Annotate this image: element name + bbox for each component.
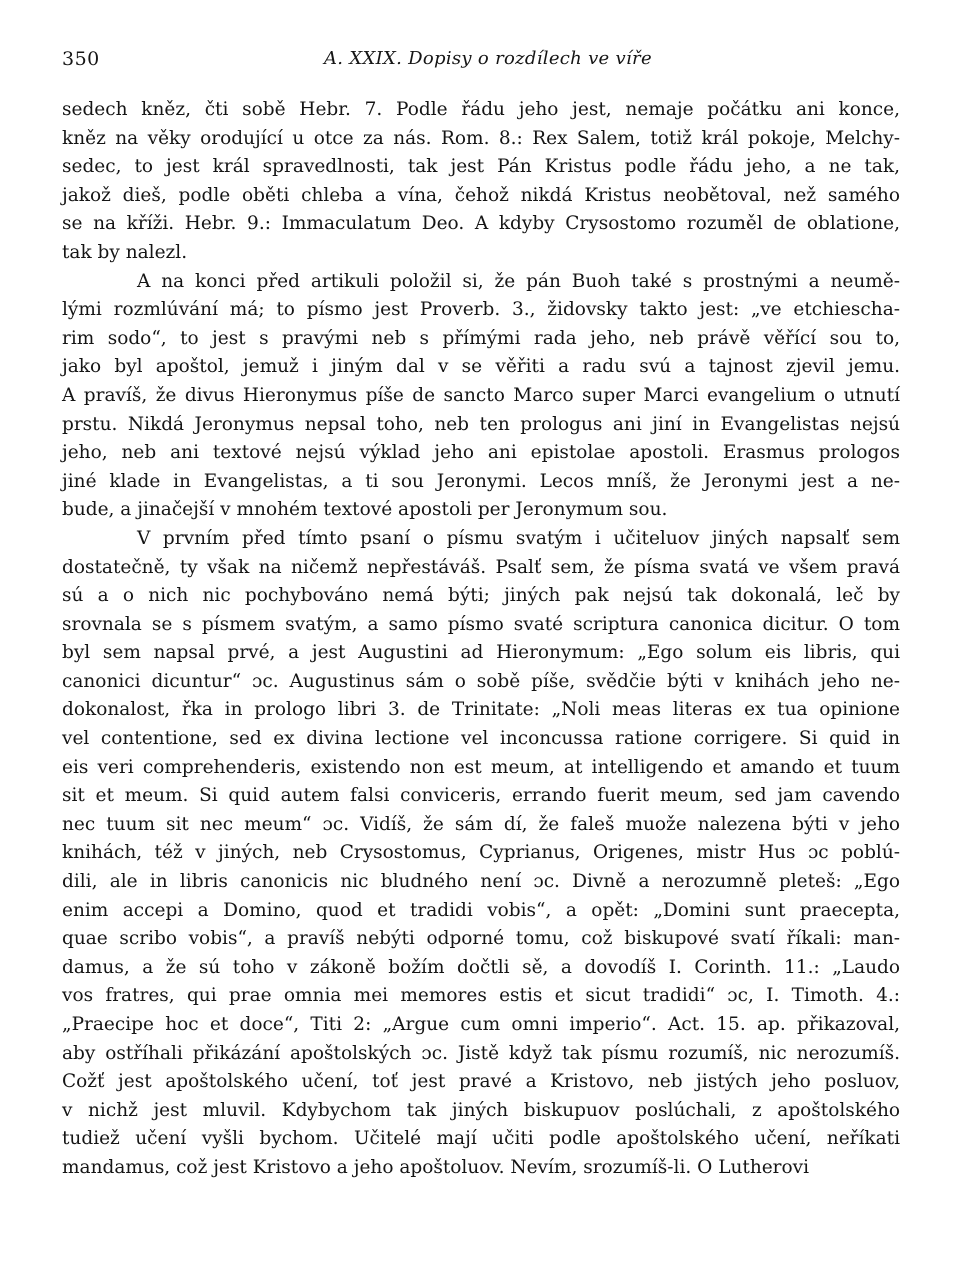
text-line: jako byl apoštol, jemuž i jiným dal v se věřiti a radu svú a tajnost zjevil jemu. [62, 356, 900, 378]
text-line: enim accepi a Domino, quod et tradidi vobis“, a opět: „Domini sunt praecepta, [62, 899, 900, 921]
text-line: A na konci před artikuli položil si, že pán Buoh také s prostnými a neumě- [137, 270, 900, 292]
text-line: V prvním před tímto psaní o písmu svatým i učiteluov jiných napsalť sem [137, 527, 900, 549]
text-line: srovnala se s písmem svatým, a samo písmo svaté scriptura canonica dicitur. O tom [62, 613, 900, 635]
text-line: prstu. Nikdá Jeronymus nepsal toho, neb ten prologus ani jiní in Evangelistas nejsú [62, 413, 900, 435]
text-line: tudiež učení vyšli bychom. Učitelé mají učiti podle apoštolského učení, neříkati [62, 1128, 900, 1150]
running-title: A. XXIX. Dopisy o rozdílech ve víře [324, 48, 652, 69]
text-line: byl sem napsal prvé, a jest Augustini ad Hieronymum: „Ego solum eis libris, qui [62, 642, 900, 664]
text-line: tak by nalezl. [62, 241, 188, 263]
text-line: jakož dieš, podle oběti chleba a vína, čehož nikdá Kristus neobětoval, než samého [62, 184, 900, 206]
text-line: bude, a jinačejší v mnohém textové apostoli per Jeronymum sou. [62, 499, 668, 521]
text-line: dostatečně, ty však na ničemž nepřestáváš. Psalť sem, že písma svatá ve všem pravá [62, 556, 900, 578]
text-line: aby ostříhali přikázání apoštolských ɔc. Jistě když tak písmu rozumíš, nic nerozumíš. [62, 1042, 900, 1064]
text-line: A pravíš, že divus Hieronymus píše de sancto Marco super Marci evangelium o utnutí [62, 384, 900, 406]
page-number: 350 [62, 48, 100, 70]
text-line: Cožť jest apoštolského učení, toť jest pravé a Kristovo, neb jistých jeho posluov, [62, 1071, 900, 1093]
text-line: „Praecipe hoc et doce“, Titi 2: „Argue cum omni imperio“. Act. 15. ap. přikazoval, [62, 1014, 900, 1035]
text-line: sedech kněz, čti sobě Hebr. 7. Podle řádu jeho jest, nemaje počátku ani konce, [62, 99, 900, 120]
paragraph [62, 525, 900, 1183]
text-line: nec tuum sit nec meum“ ɔc. Vidíš, že sám dí, že faleš muože nalezena býti v jeho [62, 813, 900, 835]
text-line: quae scribo vobis“, a pravíš nebýti odporné tomu, což biskupové svatí říkali: man- [62, 928, 900, 950]
text-line: se na kříži. Hebr. 9.: Immaculatum Deo. A kdyby Crysostomo rozuměl de oblatione, [62, 213, 900, 235]
text-line: sú a o nich nic pochybováno nemá býti; jiných pak nejsú tak dokonalá, leč by [62, 585, 900, 607]
text-line: kněz na věky orodující u otce za nás. Rom. 8.: Rex Salem, totiž král pokoje, Melchy- [62, 127, 900, 149]
text-line: jeho, neb ani textové nejsú výklad jeho ani epistolae apostoli. Erasmus prologos [62, 442, 900, 464]
paragraph [62, 96, 900, 268]
paragraph [62, 268, 900, 525]
text-line: dili, ale in libris canonicis nic bludného není ɔc. Divně a nerozumně pleteš: „Ego [62, 871, 900, 893]
text-line: eis veri comprehenderis, existendo non est meum, at intelligendo et amando et tuum [62, 756, 900, 778]
text-line: v nichž jest mluvil. Kdybychom tak jiných biskupuov poslúchali, z apoštolského [62, 1099, 900, 1121]
text-line: lými rozmlúvání má; to písmo jest Proverb. 3., židovsky takto jest: „ve etchiescha- [62, 299, 900, 321]
text-line: vos fratres, qui prae omnia mei memores estis et sicut tradidi“ ɔc, I. Timoth. 4.: [62, 985, 900, 1007]
text-line: dokonalost, řka in prologo libri 3. de Trinitate: „Noli meas literas ex tua opinione [62, 699, 900, 721]
body-text [62, 96, 900, 1183]
text-line: canonici dicuntur“ ɔc. Augustinus sám o sobě píše, svědčie býti v knihách jeho ne- [62, 670, 900, 692]
text-line: jiné klade in Evangelistas, a ti sou Jeronymi. Lecos mníš, že Jeronymi jest a ne- [62, 470, 900, 492]
text-line: rim sodo“, to jest s pravými neb s přímými rada jeho, neb právě věřící sou to, [62, 327, 900, 349]
text-line: knihách, též v jiných, neb Crysostomus, Cyprianus, Origenes, mistr Hus ɔc poblú- [62, 842, 900, 864]
text-line: damus, a že sú toho v zákoně božím dočtli sě, a dovodíš I. Corinth. 11.: „Laudo [62, 956, 900, 978]
text-line: sedec, to jest král spravedlnosti, tak jest Pán Kristus podle řádu jeho, a ne tak, [62, 156, 900, 178]
text-line: vel contentione, sed ex divina lectione vel inconcussa ratione corrigere. Si quid in [62, 728, 900, 750]
text-line: sit et meum. Si quid autem falsi conviceris, errando fuerit meum, sed jam cavendo [62, 785, 900, 807]
text-line: mandamus, což jest Kristovo a jeho apoštoluov. Nevím, srozumíš-li. O Lutherovi [62, 1156, 810, 1178]
